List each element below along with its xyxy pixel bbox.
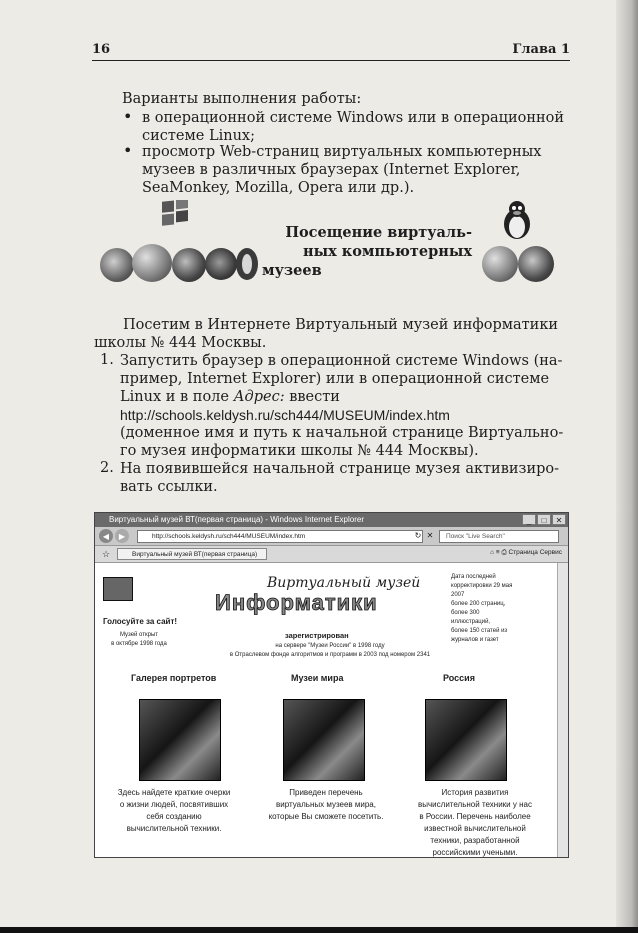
intro-heading: Варианты выполнения работы:	[122, 91, 362, 107]
internet-explorer-icon	[100, 248, 134, 282]
browser-title: Виртуальный музей ВТ(первая страница) - Windows Internet Explorer	[109, 515, 365, 524]
opera-icon	[236, 248, 258, 280]
bullet-1-line-1: в операционной системе Windows или в операционной	[142, 110, 565, 126]
running-header	[92, 40, 570, 61]
tab-bar	[95, 546, 568, 563]
bottom-edge	[0, 927, 638, 933]
bullet-1-line-2: системе Linux;	[142, 128, 255, 144]
step2-line-2: вать ссылки.	[120, 479, 218, 495]
browser-screenshot	[94, 512, 569, 858]
step1-line-1: Запустить браузер в операционной системе Windows (на-	[120, 353, 563, 369]
stop-button[interactable]: ✕	[426, 531, 434, 540]
world-caption: Приведен перечень виртуальных музеев мира, которые Вы сможете посетить.	[268, 788, 384, 821]
window-controls	[522, 514, 566, 525]
portraits-caption: Здесь найдете краткие очерки о жизни людей, посвятивших себя созданию вычислительной техники.	[117, 788, 231, 833]
russia-caption: История развития вычислительной техники у нас в России. Перечень наиболее известной вычислительной техники, разработанной российскими учеными.	[418, 788, 532, 857]
windows-logo-icon	[160, 200, 190, 228]
section-title-line-3: музеев	[262, 262, 322, 279]
page-menu[interactable]: Страница	[508, 549, 538, 556]
bullet-dot: •	[123, 141, 133, 160]
step-number: 2.	[100, 460, 114, 476]
address-label: Адрес:	[233, 389, 285, 405]
section-title	[262, 223, 474, 280]
feeds-icon[interactable]: ≡	[495, 549, 500, 556]
maximize-icon[interactable]: □	[537, 514, 551, 525]
russia-photo[interactable]	[425, 699, 507, 781]
site-title-main: Информатики	[215, 590, 378, 615]
mozilla-icon	[518, 246, 554, 282]
step1-line-5: (доменное имя и путь к начальной странице Виртуально-	[120, 425, 564, 441]
refresh-button[interactable]: ↻	[414, 531, 422, 540]
step1-enter-text: ввести	[289, 389, 340, 405]
site-banner-icon	[103, 577, 133, 601]
para-line-1: Посетим в Интернете Виртуальный музей информатики	[123, 317, 559, 333]
command-bar	[490, 549, 562, 557]
page-spine-shadow	[616, 0, 638, 933]
mozilla-icon	[172, 248, 206, 282]
section-title-world[interactable]: Музеи мира	[291, 673, 344, 683]
section-title-line-1: Посещение виртуаль-	[285, 224, 472, 241]
step1-line-3	[120, 388, 340, 406]
para-line-2: школы № 444 Москвы.	[94, 335, 267, 351]
section-title-portraits[interactable]: Галерея портретов	[131, 673, 217, 683]
bullet-dot: •	[123, 107, 133, 126]
step1-line-2: пример, Internet Explorer) или в операционной системе	[120, 371, 550, 387]
section-title-russia[interactable]: Россия	[443, 673, 475, 683]
home-icon[interactable]: ⌂	[490, 549, 495, 556]
step2-line-1: На появившейся начальной странице музея активизиро-	[120, 461, 560, 477]
step1-line-6: го музея информатики школы № 444 Москвы).	[120, 443, 479, 459]
favorites-star-icon[interactable]: ☆	[101, 548, 111, 559]
site-stats: Дата последней корректировки 29 мая 2007 более 200 страниц, более 300 иллюстраций, более 150 статей из журналов и газет	[451, 574, 513, 643]
museum-opened: Музей открыт в октябре 1998 года	[111, 632, 167, 647]
back-button[interactable]: ◀	[99, 529, 113, 543]
seamonkey-icon	[482, 246, 518, 282]
service-menu[interactable]: Сервис	[539, 549, 562, 556]
search-input[interactable]: Поиск "Live Search"	[439, 530, 559, 543]
address-bar-row	[95, 527, 568, 546]
portraits-photo[interactable]	[139, 699, 221, 781]
url-input[interactable]: http://schools.keldysh.ru/sch444/MUSEUM/index.htm	[137, 530, 423, 543]
site-title-script: Виртуальный музей	[267, 575, 421, 591]
bullet-2-line-3: SeaMonkey, Mozilla, Opera или др.).	[142, 180, 415, 196]
registered-label: зарегистрирован	[285, 631, 349, 640]
browser-title-bar	[95, 513, 568, 527]
forward-button[interactable]: ▶	[115, 529, 129, 543]
bullet-2-line-1: просмотр Web-страниц виртуальных компьютерных	[142, 144, 542, 160]
linux-penguin-icon	[500, 200, 534, 240]
museum-url: http://schools.keldysh.ru/sch444/MUSEUM/index.htm	[120, 407, 450, 423]
world-museums-photo[interactable]	[283, 699, 365, 781]
site-badge[interactable]: Голосуйте за сайт!	[103, 617, 178, 626]
step-number: 1.	[100, 352, 114, 368]
chapter-label: Глава 1	[512, 42, 570, 57]
page-number: 16	[92, 42, 111, 57]
section-title-line-2: ных компьютерных	[302, 243, 472, 260]
step1-linux-text: Linux и в поле	[120, 389, 229, 405]
museum-web-page	[95, 563, 558, 857]
print-icon[interactable]: ⎙	[501, 549, 507, 556]
firefox-icon	[205, 248, 237, 280]
minimize-icon[interactable]: _	[522, 514, 536, 525]
seamonkey-icon	[132, 244, 172, 282]
close-icon[interactable]: ✕	[552, 514, 566, 525]
browser-tab[interactable]: Виртуальный музей ВТ(первая страница)	[117, 548, 267, 560]
bullet-2-line-2: музеев в различных браузерах (Internet Explorer,	[142, 162, 521, 178]
registered-detail: на сервере "Музеи России" в 1998 году в Отраслевом фонде алгоритмов и программ в 2003 под номером 2341	[229, 643, 431, 658]
vertical-scrollbar[interactable]	[557, 563, 568, 857]
